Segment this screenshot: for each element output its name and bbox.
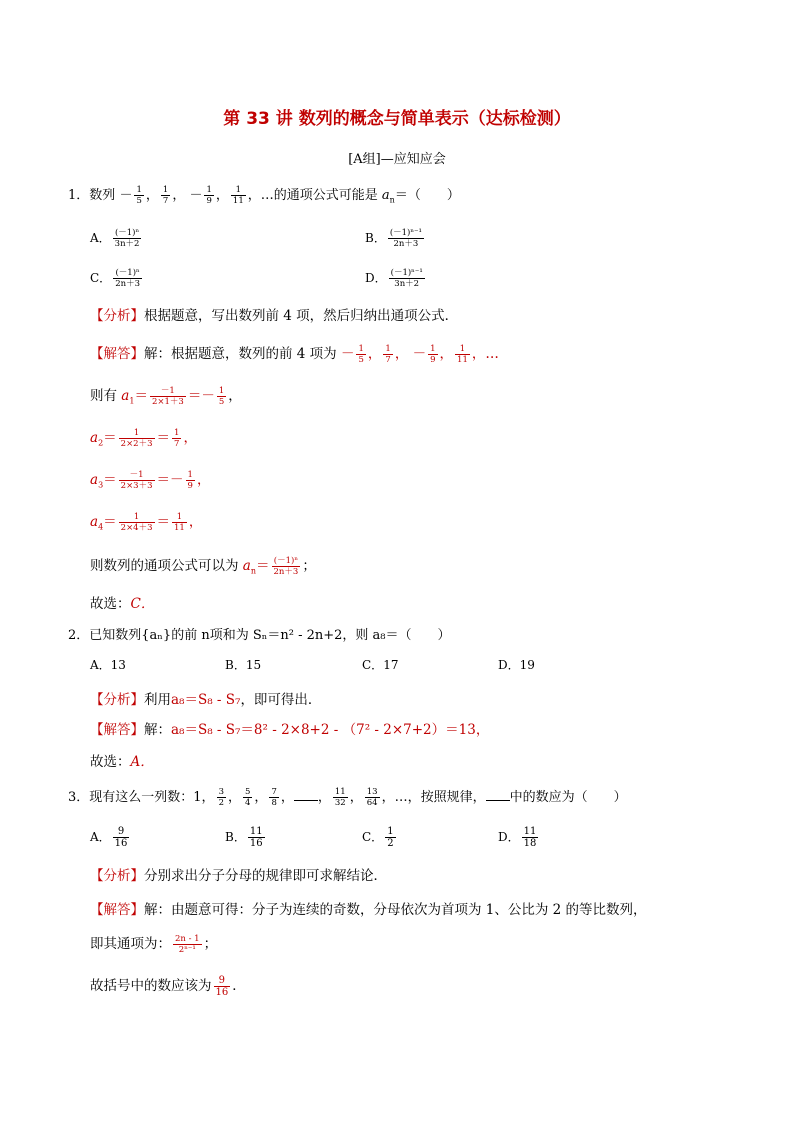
q3-option-b[interactable]: B． $\frac{11}{16}$ (225, 826, 263, 849)
q3-option-c[interactable]: C． $\frac{1}{2}$ (362, 826, 394, 849)
q2-choice: 故选：A． (90, 754, 154, 770)
q1-option-c[interactable]: C． $\frac{\text{(－1)ⁿ}}{2n+3}$ (90, 268, 140, 289)
q1-option-a[interactable]: A． $\frac{\text{(－1)ⁿ}}{3n+2}$ (90, 228, 140, 249)
q1-stem: 1．数列 － $\frac{1}{5}$ ， $\frac{1}{7}$ ， － $\frac{1}{9}$ ， $\frac{1}{11}$ ，…的通项公式可能是 $a_n=$（ ） (68, 185, 460, 206)
q3-option-d[interactable]: D． $\frac{11}{18}$ (498, 826, 537, 849)
q3-final: 故括号中的数应该为 $\frac{9}{16}$ ． (90, 975, 246, 998)
q3-general-term: 即其通项为： $\frac{2n - 1}{\text{2ⁿ⁻¹}}$ ； (90, 934, 218, 955)
q2-option-c[interactable]: C．17 (362, 658, 399, 672)
page-title: 第 33 讲 数列的概念与简单表示（达标检测） (223, 109, 571, 129)
q3-blank (294, 800, 318, 801)
q1-option-b[interactable]: B． $\frac{\text{(－1)ⁿ⁻¹}}{2n+3}$ (365, 228, 422, 249)
q1-option-d[interactable]: D． $\frac{\text{(－1)ⁿ⁻¹}}{3n+2}$ (365, 268, 423, 289)
q2-option-a[interactable]: A．13 (90, 658, 126, 672)
group-heading: [A组]—应知应会 (348, 152, 446, 167)
q2-analysis: 【分析】利用a₈＝S₈ - S₇，即可得出． (90, 692, 322, 708)
q1-line-2: $a_2=$ $\frac{1}{2\times 2+3}$ ＝ $\frac{1}{7}$ ， (90, 428, 197, 449)
q3-option-a[interactable]: A． $\frac{9}{16}$ (90, 826, 128, 849)
q1-choice: 故选：C． (90, 596, 155, 612)
q3-analysis: 【分析】分别求出分子分母的规律即可求解结论． (90, 868, 387, 884)
q3-blank-2 (486, 800, 510, 801)
q1-analysis: 【分析】根据题意，写出数列前 4 项，然后归纳出通项公式． (90, 308, 459, 324)
q2-stem: 2．已知数列{aₙ}的前 n项和为 Sₙ＝n² - 2n+2，则 a₈＝（ ） (68, 628, 451, 643)
q1-conclusion: 则数列的通项公式可以为 $a_n=$ $\frac{\text{(－1)ⁿ}}{2n+3}$ ； (90, 556, 316, 577)
q1-line-1: 则有 $a_1=$ $\frac{-1}{2\times 1+3}$ ＝－ $\frac{1}{5}$ ， (90, 386, 242, 407)
q1-line-3: $a_3=$ $\frac{-1}{2\times 3+3}$ ＝－ $\frac{1}{9}$ ， (90, 470, 211, 491)
q1-solution: 【解答】解：根据题意，数列的前 4 项为 － $\frac{1}{5}$ ， $\frac{1}{7}$ ， － $\frac{1}{9}$ ， $\frac{1}{11}$ ，… (90, 344, 499, 365)
q1-seq: － $\frac{1}{5}$ ， $\frac{1}{7}$ ， － $\frac{1}{9}$ ， $\frac{1}{11}$ (119, 185, 244, 206)
q2-solution: 【解答】解：a₈＝S₈ - S₇＝8² - 2×8+2 - （7² - 2×7+2）＝13， (90, 722, 490, 738)
q3-solution: 【解答】解：由题意可得：分子为连续的奇数，分母依次为首项为 1、公比为 2 的等比数列， (90, 902, 647, 918)
q2-option-b[interactable]: B．15 (225, 658, 262, 672)
q2-option-d[interactable]: D．19 (498, 658, 535, 672)
q3-stem: 3．现有这么一列数：1， $\frac{3}{2}$ ， $\frac{5}{4}$ ， $\frac{7}{8}$ ， ， $\frac{11}{32}$ ， $\frac{13}{64}$ ，…，按照规律， 中的数应为（ ） (68, 787, 627, 808)
q1-line-4: $a_4=$ $\frac{1}{2\times 4+3}$ ＝ $\frac{1}{11}$ ， (90, 512, 203, 533)
